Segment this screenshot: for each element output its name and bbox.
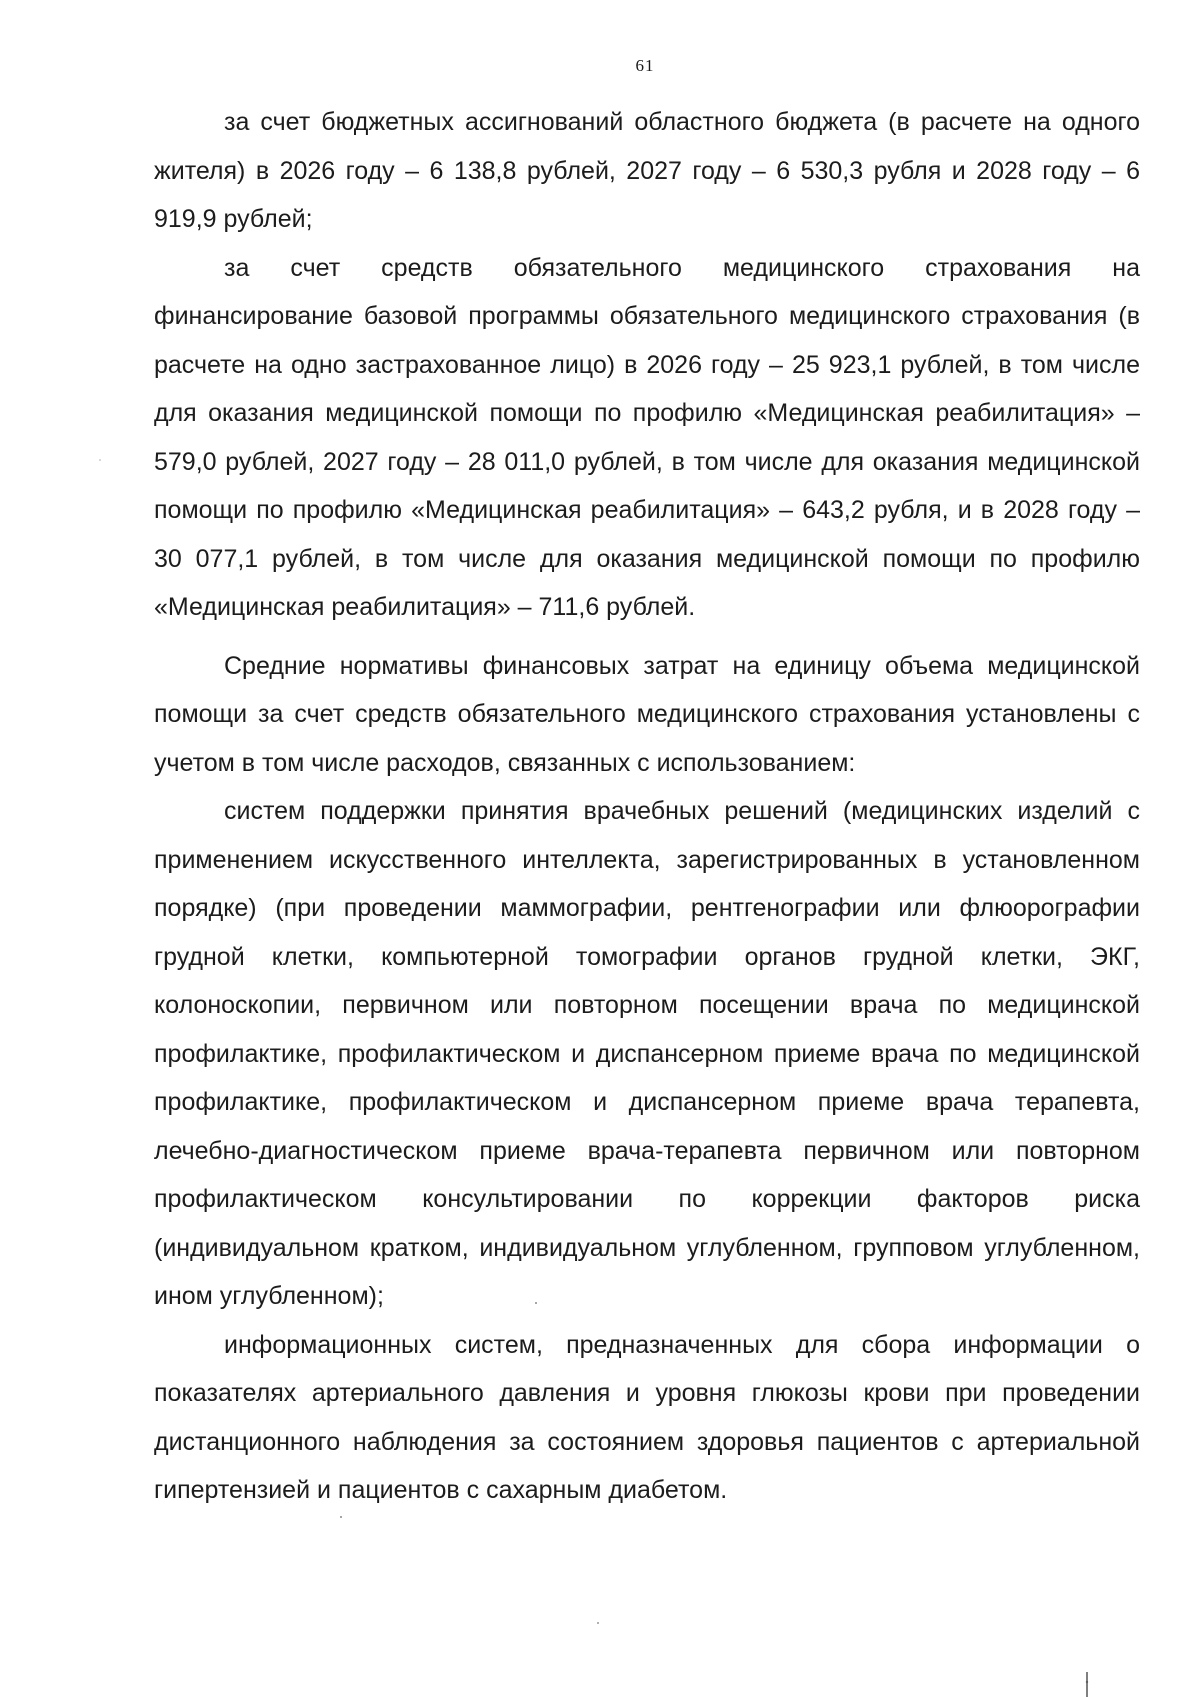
paragraph-oms-funding: за счет средств обязательного медицинского страхования на финансирование базовой программы обязательного медицинского страхования (в расчете на одно застрахованное лицо) в 2026 году – 25 923,1 рублей, в том числе для оказания медицинской помощи по профилю «Медицинская реабилитация» – 579,0 рублей, 2027 году – 28 011,0 рублей, в том числе для оказания медицинской помощи по профилю «Медицинская реабилитация» – 643,2 рубля, и в 2028 году – 30 077,1 рублей, в том числе для оказания медицинской помощи по профилю «Медицинская реабилитация» – 711,6 рублей. bbox=[154, 253, 1140, 621]
page-number: 61 bbox=[635, 56, 655, 75]
paragraph-information-systems: информационных систем, предназначенных для сбора информации о показателях артериального давления и уровня глюкозы крови при проведении дистанционного наблюдения за состоянием здоровья пациентов с артериальной гипертензией и пациентов с сахарным диабетом. bbox=[154, 1330, 1140, 1504]
paragraph-decision-support-systems: систем поддержки принятия врачебных решений (медицинских изделий с применением искусственного интеллекта, зарегистрированных в установленном порядке) (при проведении маммографии, рентгенографии или флюорографии грудной клетки, компьютерной томографии органов грудной клетки, ЭКГ, колоноскопии, первичном или повторном посещении врача по медицинской профилактике, профилактическом и диспансерном приеме врача по медицинской профилактике, профилактическом и диспансерном приеме врача терапевта, лечебно-диагностическом приеме врача-терапевта первичном или повторном профилактическом консультировании по коррекции факторов риска (индивидуальном кратком, индивидуальном углубленном, групповом углубленном, ином углубленном); bbox=[154, 797, 1140, 1310]
paragraph-average-standards: Средние нормативы финансовых затрат на единицу объема медицинской помощи за счет средств обязательного медицинского страхования установлены с учетом в том числе расходов, связанных с использованием: bbox=[154, 651, 1140, 777]
document-body bbox=[154, 98, 1140, 1515]
paragraph-regional-budget: за счет бюджетных ассигнований областного бюджета (в расчете на одного жителя) в 2026 году – 6 138,8 рублей, 2027 году – 6 530,3 рубля и 2028 году – 6 919,9 рублей; bbox=[154, 108, 1140, 233]
